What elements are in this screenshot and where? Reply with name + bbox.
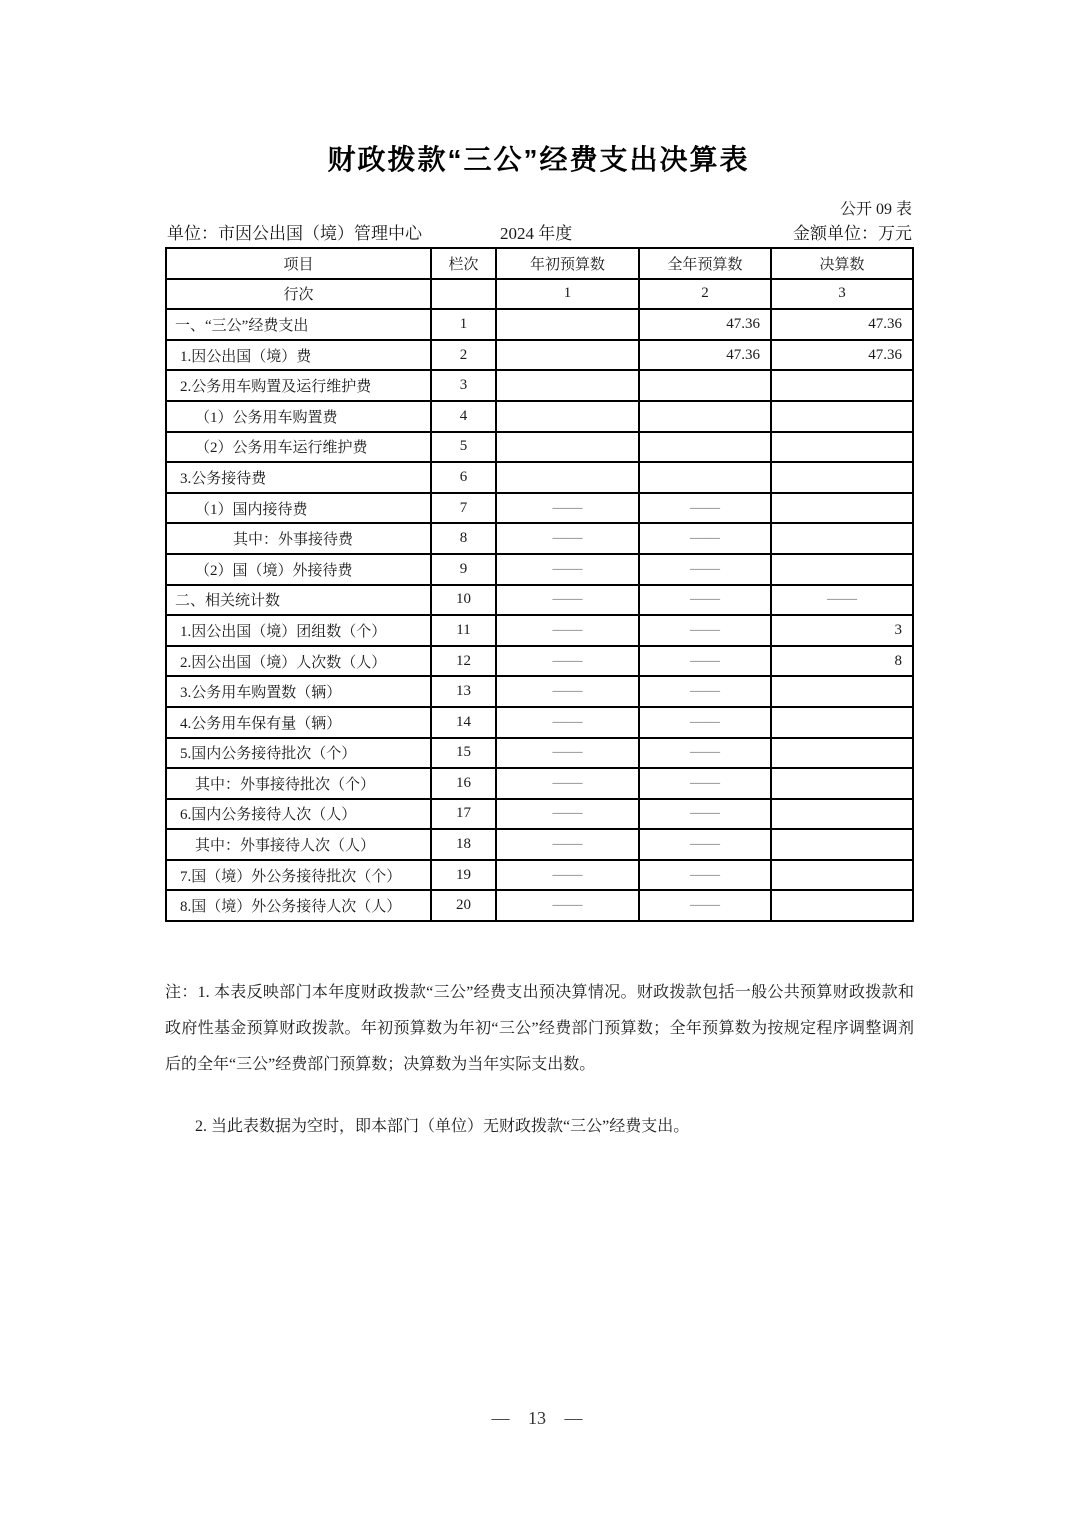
cell-final-accounts — [771, 401, 913, 432]
cell-initial-budget: —— — [496, 676, 639, 707]
row-label: 二、相关统计数 — [166, 585, 431, 616]
row-line-no: 12 — [431, 646, 496, 677]
header-final-accounts: 决算数 — [771, 248, 913, 279]
cell-initial-budget: —— — [496, 707, 639, 738]
cell-final-accounts — [771, 676, 913, 707]
header-annual-budget: 全年预算数 — [639, 248, 771, 279]
cell-final-accounts — [771, 890, 913, 921]
subheader-empty — [431, 279, 496, 310]
cell-final-accounts: —— — [771, 585, 913, 616]
row-line-no: 13 — [431, 676, 496, 707]
amount-unit-label: 金额单位：万元 — [793, 224, 912, 243]
row-label: （2）公务用车运行维护费 — [166, 432, 431, 463]
cell-final-accounts — [771, 462, 913, 493]
note-1: 注：1. 本表反映部门本年度财政拨款“三公”经费支出预决算情况。财政拨款包括一般公共预算财政拨款和政府性基金预算财政拨款。年初预算数为年初“三公”经费部门预算数；全年预算数为按规定程序调整调剂后的全年“三公”经费部门预算数；决算数为当年实际支出数。 — [165, 984, 914, 1073]
row-line-no: 20 — [431, 890, 496, 921]
row-line-no: 8 — [431, 523, 496, 554]
cell-initial-budget: —— — [496, 554, 639, 585]
table-row — [166, 860, 913, 891]
table-row — [166, 401, 913, 432]
cell-initial-budget: —— — [496, 523, 639, 554]
header-lane: 栏次 — [431, 248, 496, 279]
cell-annual-budget: —— — [639, 829, 771, 860]
row-line-no: 11 — [431, 615, 496, 646]
cell-initial-budget: —— — [496, 860, 639, 891]
table-row — [166, 768, 913, 799]
table-row — [166, 523, 913, 554]
table-body — [166, 309, 913, 921]
cell-initial-budget — [496, 370, 639, 401]
row-line-no: 17 — [431, 799, 496, 830]
table-row — [166, 799, 913, 830]
cell-annual-budget: —— — [639, 768, 771, 799]
row-line-no: 7 — [431, 493, 496, 524]
row-label: 6.国内公务接待人次（人） — [166, 799, 431, 830]
table-header-row — [166, 248, 913, 279]
page-title: 财政拨款“三公”经费支出决算表 — [327, 144, 750, 175]
cell-annual-budget: —— — [639, 890, 771, 921]
cell-annual-budget — [639, 462, 771, 493]
cell-initial-budget — [496, 432, 639, 463]
cell-initial-budget — [496, 340, 639, 371]
cell-initial-budget — [496, 401, 639, 432]
cell-annual-budget: —— — [639, 585, 771, 616]
row-line-no: 19 — [431, 860, 496, 891]
row-label: （1）国内接待费 — [166, 493, 431, 524]
cell-final-accounts — [771, 432, 913, 463]
table-row — [166, 829, 913, 860]
cell-final-accounts: 3 — [771, 615, 913, 646]
cell-initial-budget — [496, 462, 639, 493]
cell-final-accounts — [771, 738, 913, 769]
table-row — [166, 309, 913, 340]
cell-initial-budget: —— — [496, 585, 639, 616]
row-label: 其中：外事接待人次（人） — [166, 829, 431, 860]
cell-annual-budget: —— — [639, 860, 771, 891]
cell-annual-budget: 47.36 — [639, 340, 771, 371]
header-initial-budget: 年初预算数 — [496, 248, 639, 279]
cell-initial-budget — [496, 309, 639, 340]
table-row — [166, 707, 913, 738]
row-label: 3.公务用车购置数（辆） — [166, 676, 431, 707]
table-subheader-row — [166, 279, 913, 310]
row-line-no: 9 — [431, 554, 496, 585]
cell-annual-budget: —— — [639, 676, 771, 707]
row-line-no: 5 — [431, 432, 496, 463]
cell-annual-budget — [639, 401, 771, 432]
cell-final-accounts: 47.36 — [771, 309, 913, 340]
table-row — [166, 585, 913, 616]
cell-final-accounts — [771, 799, 913, 830]
row-label: 其中：外事接待批次（个） — [166, 768, 431, 799]
cell-annual-budget: —— — [639, 646, 771, 677]
table-row — [166, 615, 913, 646]
cell-initial-budget: —— — [496, 799, 639, 830]
table-row — [166, 554, 913, 585]
row-line-no: 1 — [431, 309, 496, 340]
row-line-no: 10 — [431, 585, 496, 616]
row-label: （1）公务用车购置费 — [166, 401, 431, 432]
cell-annual-budget: —— — [639, 523, 771, 554]
subheader-col-1: 1 — [496, 279, 639, 310]
page-number: — 13 — — [491, 1408, 583, 1428]
cell-final-accounts — [771, 370, 913, 401]
note-2: 2. 当此表数据为空时，即本部门（单位）无财政拨款“三公”经费支出。 — [195, 1118, 690, 1135]
row-label: 一、“三公”经费支出 — [166, 309, 431, 340]
cell-annual-budget: 47.36 — [639, 309, 771, 340]
row-line-no: 16 — [431, 768, 496, 799]
table-row — [166, 646, 913, 677]
cell-annual-budget: —— — [639, 799, 771, 830]
row-line-no: 15 — [431, 738, 496, 769]
row-line-no: 14 — [431, 707, 496, 738]
row-line-no: 3 — [431, 370, 496, 401]
cell-initial-budget: —— — [496, 615, 639, 646]
cell-annual-budget: —— — [639, 493, 771, 524]
row-line-no: 6 — [431, 462, 496, 493]
unit-label: 单位：市因公出国（境）管理中心 — [167, 224, 422, 243]
header-item: 项目 — [166, 248, 431, 279]
table-row — [166, 432, 913, 463]
cell-initial-budget: —— — [496, 829, 639, 860]
row-line-no: 18 — [431, 829, 496, 860]
row-label: 其中：外事接待费 — [166, 523, 431, 554]
row-label: 5.国内公务接待批次（个） — [166, 738, 431, 769]
cell-annual-budget: —— — [639, 738, 771, 769]
cell-annual-budget — [639, 432, 771, 463]
cell-final-accounts: 47.36 — [771, 340, 913, 371]
row-label: 3.公务接待费 — [166, 462, 431, 493]
table-row — [166, 676, 913, 707]
cell-final-accounts — [771, 554, 913, 585]
notes-section — [165, 975, 914, 1145]
cell-initial-budget: —— — [496, 738, 639, 769]
cell-annual-budget: —— — [639, 554, 771, 585]
row-line-no: 2 — [431, 340, 496, 371]
row-line-no: 4 — [431, 401, 496, 432]
row-label: 2.因公出国（境）人次数（人） — [166, 646, 431, 677]
table-row — [166, 462, 913, 493]
cell-initial-budget: —— — [496, 646, 639, 677]
row-label: 1.因公出国（境）团组数（个） — [166, 615, 431, 646]
cell-annual-budget: —— — [639, 615, 771, 646]
cell-final-accounts — [771, 523, 913, 554]
cell-annual-budget — [639, 370, 771, 401]
row-label: （2）国（境）外接待费 — [166, 554, 431, 585]
table-row — [166, 738, 913, 769]
row-label: 2.公务用车购置及运行维护费 — [166, 370, 431, 401]
subheader-line-label: 行次 — [166, 279, 431, 310]
cell-initial-budget: —— — [496, 768, 639, 799]
table-row — [166, 493, 913, 524]
row-label: 1.因公出国（境）费 — [166, 340, 431, 371]
cell-final-accounts — [771, 829, 913, 860]
cell-final-accounts — [771, 707, 913, 738]
subheader-col-2: 2 — [639, 279, 771, 310]
cell-annual-budget: —— — [639, 707, 771, 738]
budget-table — [165, 247, 914, 922]
cell-final-accounts — [771, 768, 913, 799]
form-number-label: 公开 09 表 — [839, 201, 912, 218]
cell-final-accounts — [771, 860, 913, 891]
cell-initial-budget: —— — [496, 493, 639, 524]
row-label: 8.国（境）外公务接待人次（人） — [166, 890, 431, 921]
subheader-col-3: 3 — [771, 279, 913, 310]
cell-final-accounts: 8 — [771, 646, 913, 677]
row-label: 4.公务用车保有量（辆） — [166, 707, 431, 738]
table-row — [166, 340, 913, 371]
row-label: 7.国（境）外公务接待批次（个） — [166, 860, 431, 891]
table-meta-row — [165, 219, 912, 243]
table-row — [166, 370, 913, 401]
cell-initial-budget: —— — [496, 890, 639, 921]
table-row — [166, 890, 913, 921]
cell-final-accounts — [771, 493, 913, 524]
fiscal-year-label: 2024 年度 — [500, 224, 573, 243]
